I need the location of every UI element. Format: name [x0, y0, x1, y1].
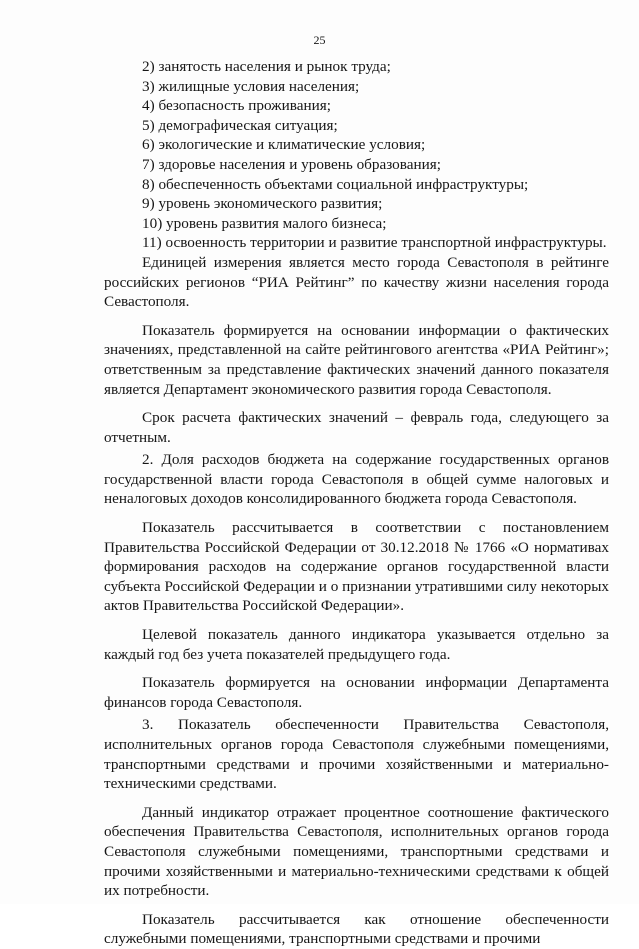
- paragraph-indicator-2-target: Целевой показатель данного индикатора указывается отдельно за каждый год без учета показателей предыдущего года.: [104, 626, 609, 663]
- paragraph-indicator-2-source: Показатель формируется на основании информации Департамента финансов города Севастополя.: [104, 674, 609, 711]
- paragraph-indicator-2-heading: 2. Доля расходов бюджета на содержание государственных органов государственной власти города Севастополя в общей сумме налоговых и неналоговых доходов консолидированного бюджета города Севастополя.: [104, 451, 609, 508]
- paragraph-calculation-deadline: Срок расчета фактических значений – февраль года, следующего за отчетным.: [104, 409, 609, 446]
- list-item: 6) экологические и климатические условия;: [142, 136, 426, 154]
- indicator-list: [104, 57, 609, 253]
- paragraph-measurement-unit: Единицей измерения является место города Севастополя в рейтинге российских регионов “РИА Рейтинг” по качеству жизни населения города Севастополя.: [104, 253, 609, 311]
- paragraph-indicator-3-method: Показатель рассчитывается как отношение обеспеченности служебными помещениями, транспортными средствами и прочими: [104, 910, 609, 948]
- list-item: 3) жилищные условия населения;: [142, 77, 360, 95]
- paragraph-indicator-3-heading: 3. Показатель обеспеченности Правительства Севастополя, исполнительных органов города Севастополя служебными помещениями, транспортными средствами и прочими хозяйственными и материально-техническими средствами.: [104, 716, 609, 793]
- list-item: 2) занятость населения и рынок труда;: [142, 58, 391, 75]
- list-item: 9) уровень экономического развития;: [142, 195, 383, 213]
- paragraph-data-source: Показатель формируется на основании информации о фактических значениях, представленной на сайте рейтингового агентства «РИА Рейтинг»; ответственным за представление фактических значений данного показателя является Департамент экономического развития города Севастополя.: [104, 321, 609, 398]
- paragraph-indicator-2-method: Показатель рассчитывается в соответствии с постановлением Правительства Российской Федерации от 30.12.2018 № 1766 «О нормативах формирования расходов на содержание органов государственной власти субъекта Российской Федерации и о признании утратившими силу некоторых актов Правительства Российской Федерации».: [104, 519, 609, 615]
- list-item: 8) обеспеченность объектами социальной инфраструктуры;: [142, 175, 529, 193]
- list-item: 4) безопасность проживания;: [142, 97, 331, 115]
- list-item: 11) освоенность территории и развитие транспортной инфраструктуры.: [142, 234, 607, 252]
- list-item: 10) уровень развития малого бизнеса;: [142, 214, 387, 232]
- list-item: 7) здоровье населения и уровень образования;: [142, 155, 441, 173]
- paragraph-indicator-3-description: Данный индикатор отражает процентное соотношение фактического обеспечения Правительства Севастополя, исполнительных органов города Севастополя служебными помещениями, транспортными средствами и прочими хозяйственными и материально-техническими средствами к общей их потребности.: [104, 803, 609, 900]
- document-body: [104, 57, 609, 949]
- page-number: 25: [313, 33, 326, 47]
- list-item: 5) демографическая ситуация;: [142, 116, 338, 134]
